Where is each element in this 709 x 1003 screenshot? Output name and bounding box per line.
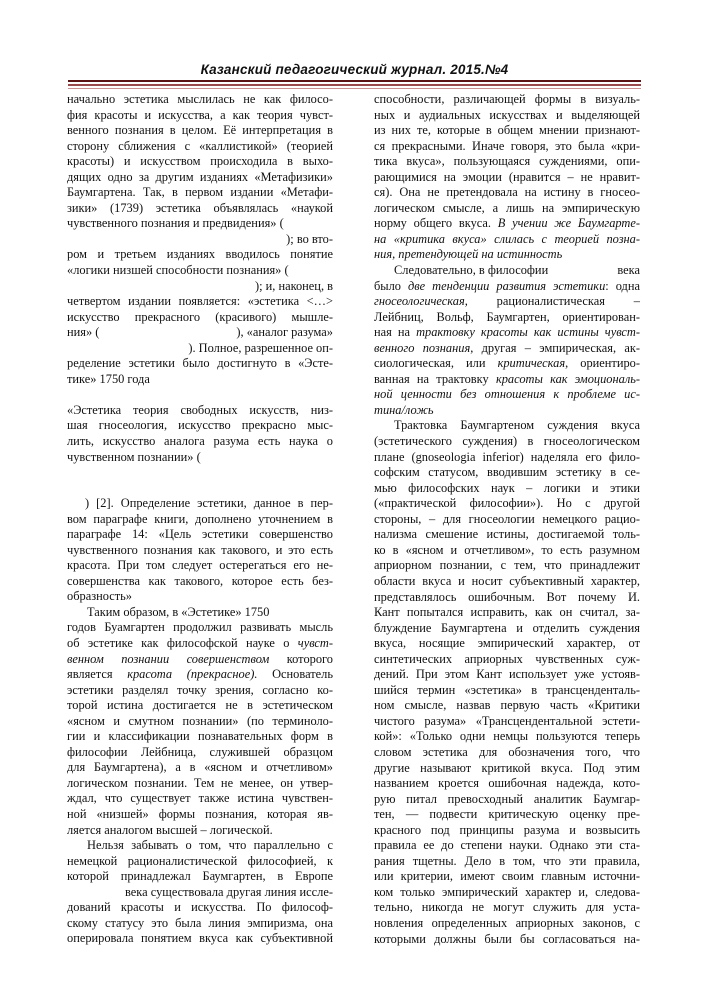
text-line: чистого разума» «Трансцендентальной эстети- <box>374 713 640 728</box>
text-line: для Баумгартена), а в «ясном и отчетливом» <box>67 760 333 775</box>
text-line <box>374 247 640 263</box>
text-line: Нельзя забывать о том, что параллельно с <box>87 838 333 853</box>
text-fragment: ная на <box>374 325 417 340</box>
text-line: века существовала другая линия иссле- <box>125 884 333 899</box>
text-line: ределение эстетики было достигнуто в «Эсте- <box>67 356 333 371</box>
text-line: области вкуса и носит субъективный характер, <box>374 573 640 588</box>
text-line: мью философских наук – логики и этики <box>374 480 640 495</box>
text-line: способности, различающей формы в визуаль- <box>374 92 640 106</box>
text-line: Кант попытался исправить, как он считал, за- <box>374 605 640 620</box>
text-line: рающимися на эмоции (нравится – не нравит- <box>374 169 640 184</box>
text-line: красоты) и искусством происходила в выхо- <box>67 154 333 169</box>
text-line: которыми должны были бы согласоваться на- <box>374 931 640 946</box>
italic-fragment: ния, претендующей на истинность <box>374 247 563 262</box>
text-line: ко в «ясном и отчетливом», то есть разумном <box>374 542 640 557</box>
text-line <box>374 279 640 295</box>
italic-fragment: венного познания <box>374 340 471 355</box>
text-line: «ясном и смутном познании» (по терминоло- <box>67 713 333 728</box>
text-line <box>374 372 640 388</box>
quote-line: лить, искусство аналога разума есть наука о <box>67 433 333 448</box>
text-line: нализма смешение истины, достигаемой толь- <box>374 527 640 542</box>
text-line: ком только эмпирический характер и, следова- <box>374 884 640 899</box>
text-line: ляется аналогом высшей – логической. <box>67 822 273 837</box>
header-rule-thin <box>68 88 641 89</box>
text-line: ждал, что существует также истина чувствен- <box>67 791 333 806</box>
text-line: ся прекрасными. Иначе говоря, это была «кри- <box>374 138 640 153</box>
text-line: рую питал превосходный аналитик Баумгар- <box>374 791 640 806</box>
text-line: ной «низшей» формы познания, которая яв- <box>67 807 333 822</box>
text-fragment: которого <box>269 651 333 666</box>
text-line <box>67 636 333 652</box>
text-line: вом параграфе книги, дополнено уточнением в <box>67 511 333 526</box>
text-line: или критерии, имеют своим главным источни- <box>374 869 640 884</box>
text-line: ром и третьем изданиях вводилось понятие <box>67 247 333 262</box>
text-line: дений. При этом Кант использует уже устояв- <box>374 667 640 682</box>
text-fragment: было <box>374 278 408 293</box>
text-line: ся). Она не претендовала на истину в гносео- <box>374 185 640 200</box>
text-line: словом эстетика для обозначения того, что <box>374 744 640 759</box>
header-rule-secondary <box>68 84 641 86</box>
italic-fragment: В учении же Баумгарте- <box>497 216 640 231</box>
text-fragment: века <box>617 263 640 278</box>
text-line: философии Лейбница, служившей образцом <box>67 744 333 759</box>
text-line: которой принадлежал Баумгартен, в Европе <box>67 869 333 884</box>
text-line: венного познания в целом. Её интерпретация в <box>67 123 333 138</box>
text-line: плане (gnoseologia inferior) наделяла его фило- <box>374 449 640 464</box>
right-column <box>374 92 640 947</box>
text-line <box>67 325 333 341</box>
text-fragment: является <box>67 667 128 682</box>
text-line: начально эстетика мыслилась не как филосо- <box>67 92 333 106</box>
quote-line: «Эстетика теория свободных искусств, низ- <box>67 402 333 417</box>
text-line: софским статусом, вводившим эстетику в се- <box>374 465 640 480</box>
text-line: «логики низшей способности познания» ( <box>67 263 289 278</box>
text-line <box>67 652 333 668</box>
text-line: рания тщетны. Дело в том, что эти правила, <box>374 853 640 868</box>
text-line: скому статусу это была линия эмпиризма, она <box>67 915 333 930</box>
text-line: эстетики разделял точку зрения, согласно ко- <box>67 682 333 697</box>
text-fragment: сиологическая, или <box>374 356 498 371</box>
italic-fragment: критическая <box>497 356 566 371</box>
text-fragment: рационалистическая – <box>496 294 640 309</box>
text-line: правила ее до степени науки. Однако эти ста- <box>374 838 640 853</box>
italic-fragment: чувст- <box>297 636 333 650</box>
text-line: названием кроется ошибочная надежда, кото- <box>374 776 640 791</box>
text-line: четвертом издании появляется: «эстетика <…> <box>67 294 333 309</box>
text-line: Лейбниц, Вольф, Баумгартен, ориентирован- <box>374 309 640 324</box>
text-line <box>67 667 333 683</box>
text-line: красота. При том следует остерегаться его не- <box>67 558 333 573</box>
quote-line: чувственном познании» ( <box>67 449 201 464</box>
text-line: чувственного познания как такового, и это есть <box>67 542 333 557</box>
text-line: годов Буамгартен продолжил развивать мысль <box>67 620 333 635</box>
text-line: совершенства как такового, которое есть без- <box>67 573 333 588</box>
text-line: другие называют критикой вкуса. Под этим <box>374 760 640 775</box>
text-line: тике» 1750 года <box>67 371 150 386</box>
quote-line: шая гносеология, искусство прекрасно мыс- <box>67 418 333 433</box>
text-line: фия красоты и искусства, а как теория чувст- <box>67 107 333 122</box>
text-fragment: Следовательно, в философии <box>394 263 549 278</box>
italic-fragment: венном познании совершенством <box>67 651 270 666</box>
text-line: тельно, никогда не могут служить для уста- <box>374 900 640 915</box>
text-line: Таким образом, в «Эстетике» 1750 <box>87 604 270 619</box>
text-line: новления определенных априорных законов, с <box>374 915 640 930</box>
text-line <box>374 294 640 310</box>
text-line <box>374 341 640 357</box>
text-line: немецкой рационалистической философией, к <box>67 853 333 868</box>
text-line: ); во вто- <box>286 231 333 246</box>
italic-fragment: ной ценности без отношения к проблеме ис- <box>374 387 640 402</box>
text-line: из них те, которые в общем мнении признают- <box>374 123 640 138</box>
text-line: ). Полное, разрешенное оп- <box>188 340 333 355</box>
text-line: дящих одно за другим изданиях «Метафизики» <box>67 169 333 184</box>
text-line: вкуса, носящие эмпирический характер, от <box>374 636 640 651</box>
text-line: (эстетического суждения) в гносеологическом <box>374 434 640 449</box>
text-line: сторону сближения с «каллистикой» (теорией <box>67 138 333 153</box>
left-column <box>67 92 333 947</box>
text-line: априорном познании, с тем, что принадлежит <box>374 558 640 573</box>
text-line <box>374 216 640 232</box>
text-fragment: , другая – эмпирическая, ак- <box>470 340 641 355</box>
text-fragment: , ориентиро- <box>565 356 640 371</box>
text-line: синтетических априорных чувственных суж- <box>374 651 640 666</box>
text-line: кой»: «Только одни немцы пользуются теперь <box>374 729 640 744</box>
text-line: Трактовка Баумгартеном суждения вкуса <box>394 418 640 433</box>
text-line: («практической философии»). Но с другой <box>374 496 640 511</box>
text-line: образность» <box>67 589 132 604</box>
italic-fragment: гносеологическая, <box>374 294 468 309</box>
journal-header-title: Казанский педагогический журнал. 2015.№4 <box>200 62 509 77</box>
text-line: параграфе 14: «Цель эстетики совершенство <box>67 527 333 542</box>
italic-fragment: тина/ложь <box>374 402 434 417</box>
text-line: зики» (1739) эстетика объявлялась «наукой <box>67 200 333 215</box>
text-line: тика вкуса», пользующаяся суждениями, опи- <box>374 154 640 169</box>
text-line: логическом смысле, а лишь на эмпирическую <box>374 200 640 215</box>
text-fragment: Основатель <box>257 667 333 682</box>
text-fragment: ния» ( <box>67 325 100 340</box>
text-line <box>374 263 640 279</box>
text-line <box>374 403 640 419</box>
text-line: логическом познании. Тем не менее, он утвер- <box>67 775 333 790</box>
text-line <box>374 325 640 341</box>
text-line: блуждение Баумгартена и отделить суждения <box>374 620 640 635</box>
italic-fragment: красоты как эмоциональ- <box>495 371 640 386</box>
italic-fragment: трактовку красоты как истины чувст- <box>416 325 641 340</box>
text-line: ном смысле, назвав первую часть «Критики <box>374 698 640 713</box>
text-line: стороны, – для гносеологии немецкого рацио- <box>374 511 640 526</box>
italic-fragment: на «критика вкуса» слилась с теорией позна- <box>374 231 640 246</box>
italic-fragment: красота (прекрасное). <box>127 667 258 682</box>
text-fragment: об эстетике как философской науке о <box>67 636 298 650</box>
text-fragment: : одна <box>605 278 640 293</box>
text-line: дований красоты и искусства. По философ- <box>67 900 333 915</box>
text-line: ных и аудиальных искусствах и выделяющей <box>374 107 640 122</box>
text-line <box>374 387 640 403</box>
text-line: ) [2]. Определение эстетики, данное в пер- <box>85 496 333 511</box>
text-line: торой истина достигается не в эстетическом <box>67 698 333 713</box>
text-line <box>374 356 640 372</box>
text-line: чувственного познания и предвидения» ( <box>67 216 284 231</box>
text-line: представлялось ошибочным. Вот почему И. <box>374 589 640 604</box>
text-line: шийся термин «эстетика» в трансценденталь- <box>374 682 640 697</box>
text-fragment: ванная на трактовку <box>374 371 496 386</box>
text-fragment: норму общего вкуса. <box>374 216 498 231</box>
text-line <box>374 232 640 248</box>
text-line: тен, — подвести критическую оценку пре- <box>374 807 640 822</box>
text-line: искусство прекрасного (красивого) мышле- <box>67 309 333 324</box>
text-line: оперировала понятием вкуса как субъективной <box>67 931 333 946</box>
text-line: гии и классификации познавательных форм в <box>67 729 333 744</box>
text-line: красного под принципы разума и возвысить <box>374 822 640 837</box>
text-fragment: ), «аналог разума» <box>236 325 333 340</box>
header-rule <box>68 80 641 82</box>
text-line: ); и, наконец, в <box>254 278 333 293</box>
italic-fragment: две тенденции развития эстетики <box>408 278 606 293</box>
text-line: Баумгартена. Так, в первом издании «Метафи- <box>67 185 333 200</box>
